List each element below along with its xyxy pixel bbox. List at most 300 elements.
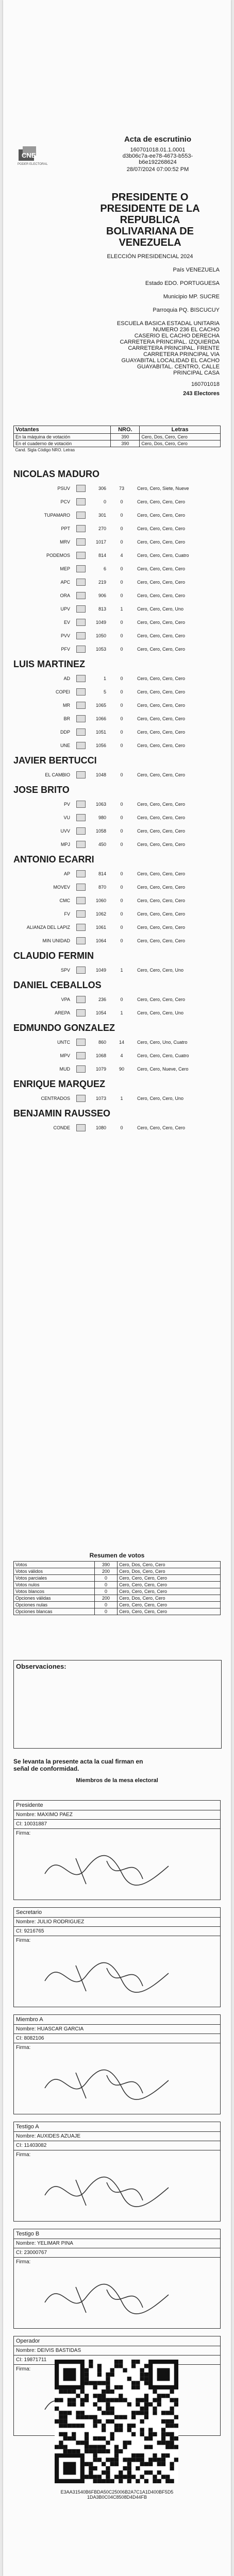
party-code: 236 [98, 997, 106, 1002]
party-votes: 0 [120, 526, 123, 531]
party-votes-words: Cero, Cero, Cero, Cero [137, 938, 186, 943]
party-logo-icon [76, 538, 86, 546]
party-votes-words: Cero, Cero, Cero, Cero [137, 689, 186, 694]
party-name: MRV [60, 539, 70, 545]
candidate-name: JOSE BRITO [13, 785, 70, 795]
party-row [13, 699, 221, 712]
resumen-title: Resumen de votos [89, 1552, 145, 1559]
member-nombre: Nombre: YELIMAR PINA [14, 2239, 220, 2248]
member-ci: CI: 23000767 [14, 2248, 220, 2258]
party-logo-icon [76, 728, 86, 736]
party-votes: 0 [120, 828, 123, 834]
party-votes-words: Cero, Cero, Cero, Uno [137, 1096, 184, 1101]
party-code: 814 [98, 871, 106, 876]
party-row [13, 934, 221, 947]
title-line-2: PRESIDENTE DE LA [100, 203, 200, 214]
party-logo-icon [76, 827, 86, 835]
party-code: 1068 [95, 1053, 106, 1058]
party-row [13, 1006, 221, 1020]
party-logo-icon [76, 801, 86, 808]
member-nombre: Nombre: HUASCAR GARCIA [14, 2025, 220, 2034]
centro-line-2: NUMERO 236 EL CACHO [153, 327, 220, 333]
party-code: 0 [103, 499, 106, 504]
resumen-row [14, 1608, 221, 1615]
candidate-name: LUIS MARTINEZ [13, 659, 85, 669]
party-row [13, 894, 221, 907]
party-name: BR [63, 716, 70, 721]
party-name: DDP [60, 730, 70, 735]
party-logo-icon [76, 702, 86, 709]
letras-header: Letras [140, 426, 221, 434]
party-name: PCV [60, 499, 70, 504]
party-code: 306 [98, 486, 106, 491]
party-name: PODEMOS [46, 553, 70, 558]
party-name: VPA [61, 997, 70, 1002]
codigo-centro: 160701018 [191, 381, 220, 387]
resumen-label: Votos válidos [14, 1568, 95, 1575]
party-logo-icon [76, 771, 86, 778]
party-code: 1053 [95, 647, 106, 652]
party-votes-words: Cero, Cero, Cero, Cero [137, 730, 186, 735]
party-logo-icon [76, 579, 86, 586]
party-votes-words: Cero, Cero, Cero, Cero [137, 580, 186, 585]
party-name: PVV [60, 633, 70, 638]
party-row [13, 811, 221, 824]
conformidad-line-1: Se levanta la presente acta la cual firman en [13, 1758, 143, 1765]
party-name: MEP [60, 566, 70, 571]
resumen-nro: 390 [94, 1562, 117, 1568]
party-code: 860 [98, 1040, 106, 1045]
party-logo-icon [76, 552, 86, 559]
signature-icon [14, 2052, 220, 2109]
resumen-label: Votos nulos [14, 1582, 95, 1588]
party-row [13, 495, 221, 509]
resumen-row [14, 1562, 221, 1568]
resumen-nro: 200 [94, 1568, 117, 1575]
party-name: ORA [60, 593, 70, 598]
title-line-5: VENEZUELA [119, 237, 181, 248]
party-votes-words: Cero, Cero, Cero, Cero [137, 743, 186, 748]
party-votes: 0 [120, 997, 123, 1002]
votantes-table [13, 426, 221, 453]
party-name: ALIANZA DEL LAPIZ [26, 925, 70, 930]
party-name: COPEI [55, 689, 70, 694]
resumen-words: Cero, Dos, Cero, Cero [118, 1595, 221, 1602]
party-logo-icon [76, 1039, 86, 1046]
party-votes-words: Cero, Cero, Cero, Cero [137, 842, 186, 847]
party-logo-icon [76, 632, 86, 639]
signature-icon [14, 2159, 220, 2216]
party-votes: 1 [120, 1096, 123, 1101]
party-name: PPT [61, 526, 70, 531]
party-name: FV [64, 911, 70, 917]
member-nombre: Nombre: AUXIDES AZUAJE [14, 2132, 220, 2141]
party-row [13, 522, 221, 535]
party-votes-words: Cero, Cero, Cero, Cero [137, 1125, 186, 1130]
party-votes: 0 [120, 842, 123, 847]
party-votes-words: Cero, Cero, Cero, Cero [137, 815, 186, 820]
party-logo-icon [76, 675, 86, 682]
party-votes: 0 [120, 802, 123, 807]
party-row [13, 993, 221, 1006]
party-votes: 0 [120, 539, 123, 545]
signature [14, 2266, 220, 2328]
resumen-words: Cero, Cero, Cero, Cero [118, 1608, 221, 1615]
party-votes: 1 [120, 1010, 123, 1015]
party-code: 870 [98, 885, 106, 890]
member-firma-label: Firma: [16, 2259, 31, 2265]
candidate-name: NICOLAS MADURO [13, 469, 99, 479]
party-votes: 4 [120, 1053, 123, 1058]
signature-icon [14, 2266, 220, 2323]
party-votes: 0 [120, 676, 123, 681]
resumen-nro: 200 [94, 1595, 117, 1602]
party-row [13, 562, 221, 575]
party-logo-icon [76, 1095, 86, 1102]
maquina-letras: Cero, Dos, Cero, Cero [140, 434, 221, 440]
maquina-label: En la máquina de votación [14, 434, 111, 440]
dir-line-5: GUAYABITAL LOCALIDAD EL CACHO [121, 358, 220, 364]
party-votes-words: Cero, Cero, Cero, Uno [137, 1010, 184, 1015]
resumen-label: Opciones nulas [14, 1602, 95, 1608]
party-code: 1063 [95, 802, 106, 807]
conformidad-line-2: señal de conformidad. [13, 1765, 79, 1772]
party-logo-icon [76, 967, 86, 974]
party-votes-words: Cero, Cero, Uno, Cuatro [137, 1040, 188, 1045]
party-votes-words: Cero, Cero, Cero, Cero [137, 566, 186, 571]
party-votes-words: Cero, Cero, Cero, Cero [137, 885, 186, 890]
resumen-row [14, 1588, 221, 1595]
title-line-4: BOLIVARIANA DE [106, 226, 194, 237]
acta-uuid-2: b6e192268624 [139, 159, 177, 165]
member-ci: CI: 10031887 [14, 1820, 220, 1829]
party-votes-words: Cero, Cero, Cero, Cero [137, 898, 186, 903]
party-logo-icon [76, 512, 86, 519]
party-row [13, 589, 221, 602]
party-code: 906 [98, 593, 106, 598]
party-row [13, 509, 221, 522]
resumen-nro: 0 [94, 1588, 117, 1595]
resumen-words: Cero, Cero, Cero, Cero [118, 1602, 221, 1608]
candidates-list [13, 466, 221, 1134]
qr-code [55, 2360, 178, 2483]
party-logo-icon [76, 646, 86, 653]
party-code: 1017 [95, 539, 106, 545]
party-code: 1048 [95, 772, 106, 777]
party-row [13, 798, 221, 811]
party-votes-words: Cero, Cero, Cero, Cero [137, 633, 186, 638]
member-role: Presidente [14, 1801, 220, 1810]
party-votes: 1 [120, 968, 123, 973]
election-title [80, 192, 220, 248]
party-code: 1065 [95, 703, 106, 708]
party-name: UNTC [57, 1040, 70, 1045]
party-code: 219 [98, 580, 106, 585]
party-logo-icon [76, 565, 86, 572]
pais: País VENEZUELA [173, 267, 220, 273]
hash-line-2: 1DA3B0C04C8508D4D44FB [87, 2495, 147, 2500]
member-ci: CI: 19871711 [14, 2355, 220, 2365]
candidate-name: ANTONIO ECARRI [13, 854, 94, 865]
candidate-name: CLAUDIO FERMIN [13, 951, 94, 961]
maquina-nro: 390 [111, 434, 140, 440]
party-votes: 0 [120, 716, 123, 721]
signature-icon [14, 1945, 220, 2002]
candidate-name: ENRIQUE MARQUEZ [13, 1079, 106, 1089]
candidate-name: JAVIER BERTUCCI [13, 755, 97, 766]
party-row [13, 739, 221, 752]
title-line-1: PRESIDENTE O [111, 192, 189, 203]
party-logo-icon [76, 525, 86, 532]
party-logo-icon [76, 924, 86, 931]
member-role: Secretario [14, 1908, 220, 1918]
logo-text: CNE [22, 151, 36, 159]
party-logo-icon [76, 688, 86, 696]
resumen-nro: 0 [94, 1602, 117, 1608]
candidate-name: BENJAMIN RAUSSEO [13, 1108, 111, 1118]
party-votes: 73 [119, 486, 124, 491]
party-row [13, 921, 221, 934]
party-logo-icon [76, 1124, 86, 1131]
party-logo-icon [76, 715, 86, 722]
party-row [13, 549, 221, 562]
location-block [80, 253, 220, 397]
party-code: 814 [98, 553, 106, 558]
party-votes: 0 [120, 885, 123, 890]
party-votes: 90 [119, 1066, 124, 1072]
acta-paper [3, 0, 231, 2576]
party-logo-icon [76, 605, 86, 613]
member-signature-box [13, 1907, 221, 2007]
party-row [13, 1062, 221, 1076]
party-row [13, 535, 221, 549]
party-logo-icon [76, 897, 86, 904]
column-legend: Cand. Sigla Código NRO. Letras [15, 448, 75, 452]
resumen-label: Votos parciales [14, 1575, 95, 1582]
party-votes: 0 [120, 898, 123, 903]
party-code: 1079 [95, 1066, 106, 1072]
party-logo-icon [76, 937, 86, 944]
signature [14, 2159, 220, 2221]
party-code: 1066 [95, 716, 106, 721]
party-name: AREPA [55, 1010, 70, 1015]
party-votes: 0 [120, 871, 123, 876]
party-name: CMC [59, 898, 70, 903]
member-firma-label: Firma: [16, 2045, 31, 2050]
member-role: Operador [14, 2336, 220, 2346]
party-row [13, 685, 221, 699]
party-code: 1060 [95, 898, 106, 903]
party-votes-words: Cero, Cero, Cero, Cero [137, 539, 186, 545]
party-votes: 0 [120, 743, 123, 748]
member-ci: CI: 8082106 [14, 2034, 220, 2043]
party-row [13, 725, 221, 739]
party-row [13, 482, 221, 495]
party-logo-icon [76, 592, 86, 599]
party-votes: 0 [120, 566, 123, 571]
party-code: 980 [98, 815, 106, 820]
observaciones-label: Observaciones: [16, 1663, 66, 1670]
party-votes-words: Cero, Cero, Cero, Cero [137, 925, 186, 930]
resumen-label: Votos [14, 1562, 95, 1568]
title-line-3: REPUBLICA [120, 214, 180, 226]
party-row [13, 616, 221, 629]
party-code: 450 [98, 842, 106, 847]
resumen-block [13, 1552, 221, 1615]
party-votes: 0 [120, 580, 123, 585]
party-logo-icon [76, 1065, 86, 1073]
member-firma-label: Firma: [16, 1938, 31, 1943]
party-votes: 0 [120, 499, 123, 504]
party-row [13, 838, 221, 851]
party-votes-words: Cero, Cero, Cero, Cero [137, 828, 186, 834]
party-row [13, 880, 221, 894]
member-signature-box [13, 1800, 221, 1900]
party-votes: 0 [120, 647, 123, 652]
electores: 243 Electores [183, 391, 220, 397]
hash-line-1: E3AA31540B6FBDA50C25006B2A7C1A1D400BF5D5 [60, 2489, 174, 2495]
party-row [13, 824, 221, 838]
party-name: MR [63, 703, 70, 708]
party-name: MIN UNIDAD [42, 938, 70, 943]
resumen-words: Cero, Dos, Cero, Cero [118, 1562, 221, 1568]
centro-line-1: ESCUELA BASICA ESTADAL UNITARIA [116, 320, 220, 327]
party-votes-words: Cero, Cero, Cero, Cero [137, 703, 186, 708]
party-votes: 0 [120, 1125, 123, 1130]
cuaderno-nro: 390 [111, 440, 140, 447]
party-name: UPV [60, 606, 70, 612]
resumen-label: Opciones válidas [14, 1595, 95, 1602]
party-code: 1054 [95, 1010, 106, 1015]
party-name: MOVEV [53, 885, 70, 890]
party-name: MUD [59, 1066, 70, 1072]
party-name: EL CAMBIO [45, 772, 70, 777]
resumen-row [14, 1602, 221, 1608]
party-name: SPV [60, 968, 70, 973]
party-votes-words: Cero, Cero, Cero, Cero [137, 997, 186, 1002]
party-name: UNE [60, 743, 70, 748]
party-votes: 0 [120, 593, 123, 598]
party-row [13, 642, 221, 656]
member-role: Testigo A [14, 2122, 220, 2132]
party-logo-icon [76, 619, 86, 626]
observaciones-box [13, 1660, 222, 1749]
candidate-name: EDMUNDO GONZALEZ [13, 1023, 115, 1033]
acta-header-block [101, 135, 214, 173]
party-votes-words: Cero, Cero, Cero, Cero [137, 772, 186, 777]
members-list [13, 1793, 221, 2436]
signature [14, 1838, 220, 1900]
party-logo-icon [76, 841, 86, 848]
party-votes: 0 [120, 633, 123, 638]
party-code: 1049 [95, 620, 106, 625]
party-row [13, 963, 221, 977]
municipio: Municipio MP. SUCRE [163, 294, 220, 300]
party-code: 1080 [95, 1125, 106, 1130]
party-row [13, 768, 221, 782]
party-votes-words: Cero, Cero, Cero, Cero [137, 911, 186, 917]
party-votes: 0 [120, 513, 123, 518]
party-code: 1064 [95, 938, 106, 943]
resumen-row [14, 1568, 221, 1575]
party-code: 1062 [95, 911, 106, 917]
party-logo-icon [76, 742, 86, 749]
party-code: 1049 [95, 968, 106, 973]
party-votes: 0 [120, 772, 123, 777]
party-name: MPV [60, 1053, 70, 1058]
party-votes-words: Cero, Cero, Cero, Cero [137, 647, 186, 652]
member-ci: CI: 11403082 [14, 2141, 220, 2150]
party-row [13, 907, 221, 921]
member-firma-label: Firma: [16, 2366, 31, 2372]
party-logo-icon [76, 996, 86, 1003]
member-nombre: Nombre: MAXIMO PAEZ [14, 1810, 220, 1820]
party-code: 5 [103, 689, 106, 694]
party-code: 1 [103, 676, 106, 681]
party-logo-icon [76, 814, 86, 821]
dir-line-1: CASERIO EL CACHO DERECHA [134, 333, 220, 339]
party-votes: 0 [120, 938, 123, 943]
party-name: EV [63, 620, 70, 625]
party-code: 6 [103, 566, 106, 571]
party-votes-words: Cero, Cero, Cero, Cero [137, 871, 186, 876]
signature [14, 2052, 220, 2114]
party-name: MPJ [61, 842, 70, 847]
resumen-nro: 0 [94, 1608, 117, 1615]
resumen-table [13, 1561, 221, 1615]
logo-subtext: PODER ELECTORAL [18, 163, 48, 166]
party-row [13, 672, 221, 685]
parroquia: Parroquia PQ. BISCUCUY [153, 307, 220, 313]
party-row [13, 712, 221, 725]
party-row [13, 629, 221, 642]
party-votes-words: Cero, Cero, Cero, Cuatro [137, 1053, 189, 1058]
party-row [13, 602, 221, 616]
resumen-label: Votos blancos [14, 1588, 95, 1595]
party-name: AP [63, 871, 70, 876]
party-code: 1050 [95, 633, 106, 638]
party-name: PSUV [57, 486, 70, 491]
cuaderno-label: En el cuaderno de votación [14, 440, 111, 447]
resumen-words: Cero, Dos, Cero, Cero [118, 1568, 221, 1575]
party-name: PFV [61, 647, 70, 652]
party-votes-words: Cero, Cero, Cero, Cero [137, 716, 186, 721]
party-logo-icon [76, 1052, 86, 1059]
acta-code: 160701018.01.1.0001 [130, 147, 186, 153]
estado: Estado EDO. PORTUGUESA [145, 280, 220, 286]
party-logo-icon [76, 870, 86, 877]
cuaderno-letras: Cero, Dos, Cero, Cero [140, 440, 221, 447]
resumen-words: Cero, Cero, Cero, Cero [118, 1582, 221, 1588]
candidate-name: DANIEL CEBALLOS [13, 980, 102, 990]
party-logo-icon [76, 485, 86, 492]
party-code: 1061 [95, 925, 106, 930]
acta-title: Acta de escrutinio [124, 135, 192, 144]
member-role: Testigo B [14, 2229, 220, 2239]
party-votes-words: Cero, Cero, Cero, Cero [137, 513, 186, 518]
qr-code-icon [55, 2360, 178, 2483]
party-code: 813 [98, 606, 106, 612]
party-name: UVV [60, 828, 70, 834]
party-name: AD [63, 676, 70, 681]
party-logo-icon [76, 910, 86, 918]
party-code: 1073 [95, 1096, 106, 1101]
party-votes-words: Cero, Cero, Cero, Uno [137, 968, 184, 973]
member-nombre: Nombre: DEIVIS BASTIDAS [14, 2346, 220, 2355]
resumen-nro: 0 [94, 1582, 117, 1588]
party-row [13, 1092, 221, 1105]
resumen-row [14, 1575, 221, 1582]
